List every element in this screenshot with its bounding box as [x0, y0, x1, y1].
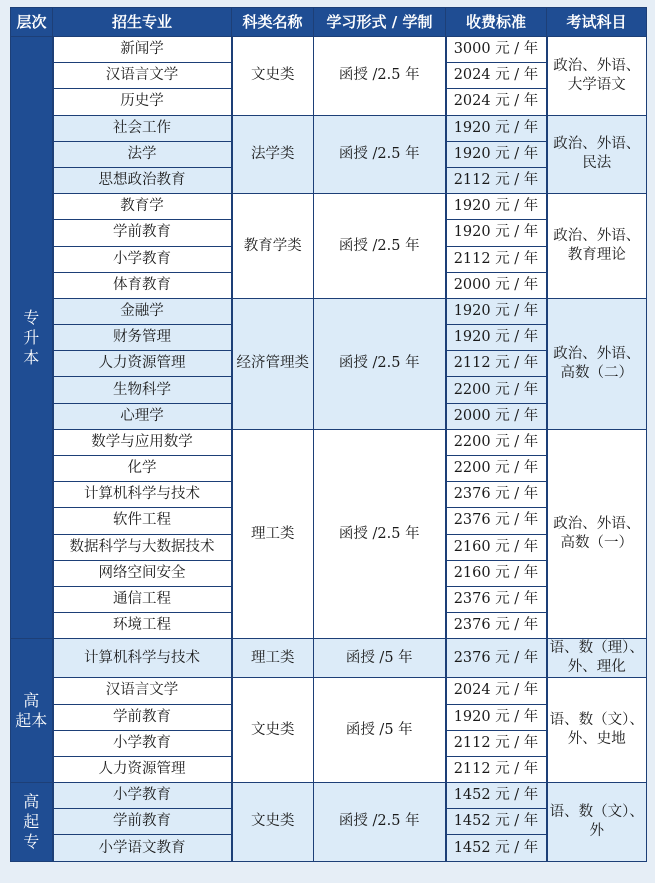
exam-subjects-line: 教育理论 [567, 247, 626, 263]
major-cell: 学前教育 [53, 220, 232, 246]
fee-cell: 2112 元 / 年 [446, 756, 547, 782]
major-cell: 思想政治教育 [53, 167, 232, 193]
major-cell: 小学教育 [53, 730, 232, 756]
exam-subjects-line: 外 [589, 822, 604, 839]
exam-subjects-line: 大学语文 [567, 76, 626, 93]
category-cell: 理工类 [232, 639, 314, 678]
major-cell: 小学教育 [53, 783, 232, 809]
major-cell: 汉语言文学 [53, 63, 232, 89]
major-cell: 人力资源管理 [53, 756, 232, 782]
major-cell: 计算机科学与技术 [53, 482, 232, 508]
level-name-char: 高 [23, 690, 40, 710]
header-study-form: 学习形式 / 学制 [314, 8, 446, 37]
major-cell: 心理学 [53, 403, 232, 429]
major-cell: 金融学 [53, 298, 232, 324]
fee-cell: 2112 元 / 年 [446, 167, 547, 193]
fee-cell: 3000 元 / 年 [446, 37, 547, 63]
fee-cell: 1920 元 / 年 [446, 298, 547, 324]
exam-subjects-line: 政治、外语、 [553, 516, 641, 533]
header-category: 科类名称 [232, 8, 314, 37]
major-cell: 历史学 [53, 89, 232, 115]
table-row [11, 115, 647, 141]
exam-subjects-cell [547, 298, 647, 429]
category-cell: 教育学类 [232, 194, 314, 299]
level-name-char: 本 [23, 347, 40, 367]
exam-subjects-line: 政治、外语、 [553, 345, 641, 362]
exam-subjects-cell [547, 678, 647, 783]
major-cell: 学前教育 [53, 704, 232, 730]
category-cell: 理工类 [232, 429, 314, 639]
study-form-cell: 函授 /5 年 [314, 678, 446, 783]
fee-cell: 2000 元 / 年 [446, 272, 547, 298]
fee-cell: 2376 元 / 年 [446, 482, 547, 508]
enrollment-table [10, 7, 647, 862]
fee-cell: 2112 元 / 年 [446, 730, 547, 756]
table-row [11, 298, 647, 324]
category-cell: 法学类 [232, 115, 314, 194]
level-cell [11, 783, 53, 862]
exam-subjects-line: 政治、外语、 [553, 57, 641, 74]
study-form-cell: 函授 /5 年 [314, 639, 446, 678]
study-form-cell: 函授 /2.5 年 [314, 115, 446, 194]
major-cell: 软件工程 [53, 508, 232, 534]
fee-cell: 2376 元 / 年 [446, 508, 547, 534]
major-cell: 计算机科学与技术 [53, 639, 232, 678]
table-row [11, 194, 647, 220]
major-cell: 网络空间安全 [53, 560, 232, 586]
exam-subjects-line: 民法 [582, 155, 612, 172]
major-cell: 体育教育 [53, 272, 232, 298]
fee-cell: 2376 元 / 年 [446, 586, 547, 612]
fee-cell: 2376 元 / 年 [446, 639, 547, 678]
fee-cell: 1452 元 / 年 [446, 783, 547, 809]
header-fee: 收费标准 [446, 8, 547, 37]
exam-subjects-line: 外、史地 [567, 731, 626, 748]
exam-subjects-line: 政治、外语、 [553, 228, 641, 244]
fee-cell: 2200 元 / 年 [446, 429, 547, 455]
fee-cell: 2024 元 / 年 [446, 63, 547, 89]
level-name-char: 专 [23, 307, 40, 327]
fee-cell: 2200 元 / 年 [446, 377, 547, 403]
exam-subjects-line: 高数（二） [560, 364, 633, 381]
major-cell: 环境工程 [53, 613, 232, 639]
major-cell: 新闻学 [53, 37, 232, 63]
level-cell [11, 639, 53, 783]
fee-cell: 2200 元 / 年 [446, 456, 547, 482]
fee-cell: 1920 元 / 年 [446, 325, 547, 351]
category-cell: 文史类 [232, 678, 314, 783]
major-cell: 通信工程 [53, 586, 232, 612]
exam-subjects-cell [547, 194, 647, 299]
fee-cell: 2000 元 / 年 [446, 403, 547, 429]
level-name-char: 高 [23, 791, 40, 811]
major-cell: 汉语言文学 [53, 678, 232, 704]
table-row [11, 37, 647, 63]
table-row [11, 639, 647, 678]
header-exam-subjects: 考试科目 [547, 8, 647, 37]
level-cell [11, 37, 53, 639]
fee-cell: 1452 元 / 年 [446, 835, 547, 861]
fee-cell: 1920 元 / 年 [446, 220, 547, 246]
fee-cell: 2024 元 / 年 [446, 89, 547, 115]
major-cell: 小学语文教育 [53, 835, 232, 861]
fee-cell: 2160 元 / 年 [446, 560, 547, 586]
exam-subjects-line: 语、数（文）、 [549, 712, 644, 729]
fee-cell: 1920 元 / 年 [446, 115, 547, 141]
table-row [11, 678, 647, 704]
fee-cell: 2024 元 / 年 [446, 678, 547, 704]
major-cell: 法学 [53, 141, 232, 167]
study-form-cell: 函授 /2.5 年 [314, 783, 446, 862]
exam-subjects-line: 政治、外语、 [553, 136, 641, 153]
study-form-cell: 函授 /2.5 年 [314, 298, 446, 429]
fee-cell: 1920 元 / 年 [446, 704, 547, 730]
fee-cell: 2376 元 / 年 [446, 613, 547, 639]
level-name-char: 起 [23, 811, 40, 831]
major-cell: 学前教育 [53, 809, 232, 835]
exam-subjects-line: 语、数（理）、 [549, 640, 644, 657]
table-row [11, 783, 647, 809]
major-cell: 化学 [53, 456, 232, 482]
enrollment-table-container [10, 7, 647, 862]
level-name-char: 专 [23, 831, 40, 851]
header-major: 招生专业 [53, 8, 232, 37]
header-row [11, 8, 647, 37]
exam-subjects-cell [547, 639, 647, 678]
category-cell: 文史类 [232, 37, 314, 116]
category-cell: 文史类 [232, 783, 314, 862]
major-cell: 人力资源管理 [53, 351, 232, 377]
fee-cell: 2112 元 / 年 [446, 246, 547, 272]
exam-subjects-line: 高数（一） [560, 535, 633, 552]
major-cell: 小学教育 [53, 246, 232, 272]
fee-cell: 1920 元 / 年 [446, 141, 547, 167]
major-cell: 数据科学与大数据技术 [53, 534, 232, 560]
exam-subjects-line: 外、理化 [567, 659, 626, 676]
major-cell: 教育学 [53, 194, 232, 220]
fee-cell: 1920 元 / 年 [446, 194, 547, 220]
fee-cell: 1452 元 / 年 [446, 809, 547, 835]
level-name-char: 起本 [15, 710, 48, 730]
exam-subjects-cell [547, 429, 647, 639]
exam-subjects-cell [547, 783, 647, 862]
major-cell: 数学与应用数学 [53, 429, 232, 455]
exam-subjects-cell [547, 37, 647, 116]
header-level: 层次 [11, 8, 53, 37]
major-cell: 生物科学 [53, 377, 232, 403]
study-form-cell: 函授 /2.5 年 [314, 194, 446, 299]
level-name-char: 升 [23, 327, 40, 347]
study-form-cell: 函授 /2.5 年 [314, 37, 446, 116]
table-body [11, 37, 647, 862]
major-cell: 社会工作 [53, 115, 232, 141]
exam-subjects-line: 语、数（文）、 [549, 803, 644, 820]
fee-cell: 2160 元 / 年 [446, 534, 547, 560]
exam-subjects-cell [547, 115, 647, 194]
study-form-cell: 函授 /2.5 年 [314, 429, 446, 639]
fee-cell: 2112 元 / 年 [446, 351, 547, 377]
table-row [11, 429, 647, 455]
category-cell: 经济管理类 [232, 298, 314, 429]
major-cell: 财务管理 [53, 325, 232, 351]
